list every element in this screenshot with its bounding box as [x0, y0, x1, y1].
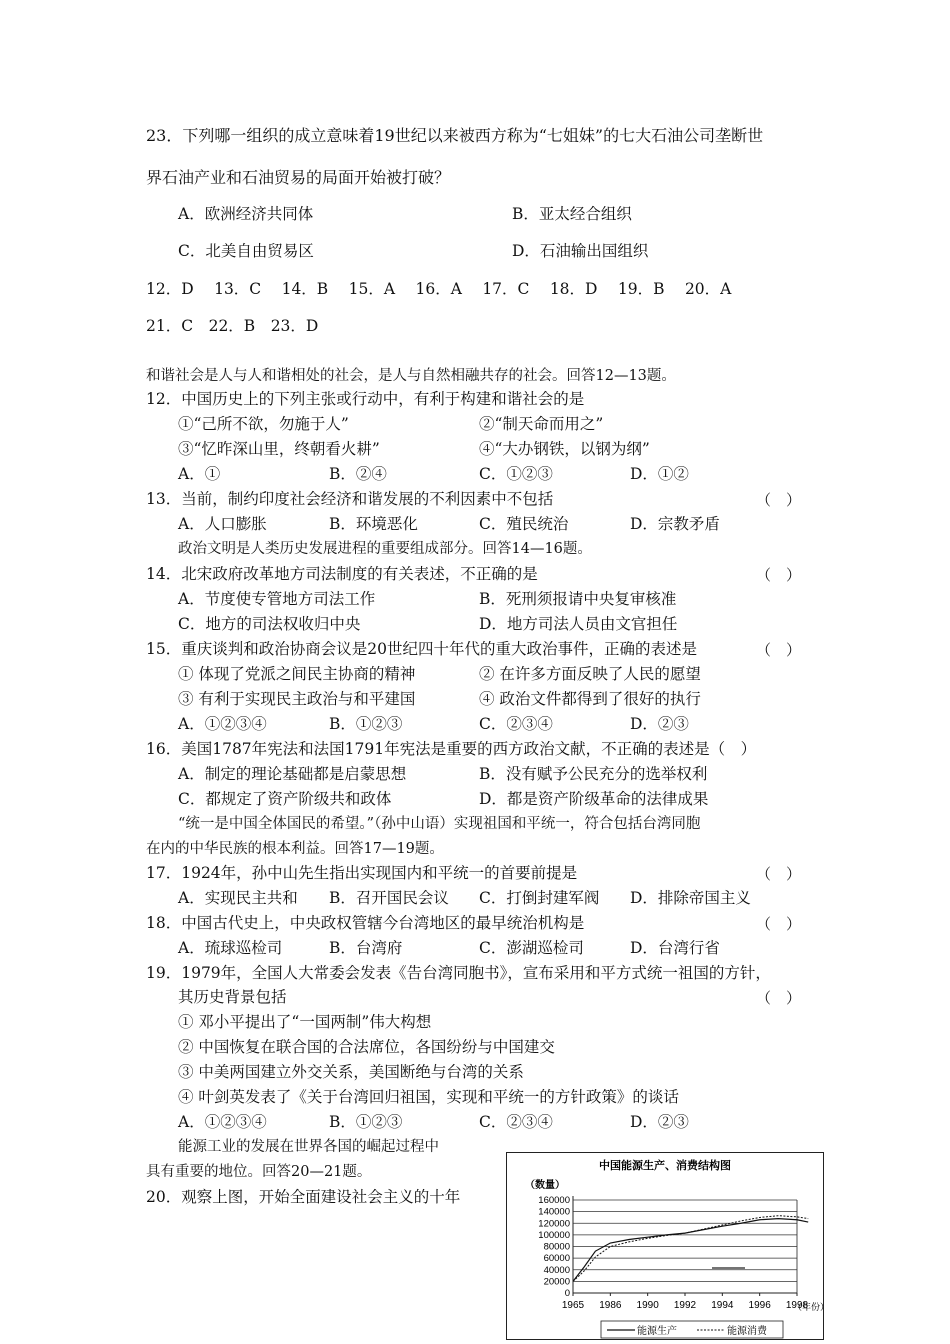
- q15-option-b: B．①②③: [329, 715, 403, 733]
- q13-option-c: C．殖民统治: [479, 515, 569, 533]
- q12-item-1: ①“己所不欲，勿施于人”: [178, 415, 349, 433]
- q12-item-2: ②“制天命而用之”: [479, 415, 604, 433]
- chart-x-tick-label: 1998: [785, 1300, 809, 1311]
- q14-option-a: A．节度使专管地方司法工作: [178, 590, 376, 608]
- q19-option-d: D．②③: [630, 1113, 689, 1131]
- q13-answer-paren: （ ）: [756, 491, 802, 509]
- q13-option-d: D．宗教矛盾: [630, 515, 720, 533]
- q18-stem: 18．中国古代史上，中央政权管辖今台湾地区的最早统治机构是: [146, 914, 585, 932]
- chart-title: 中国能源生产、消费结构图: [599, 1160, 731, 1172]
- intro-14-16: 政治文明是人类历史发展进程的重要组成部分。回答14—16题。: [178, 541, 592, 557]
- q17-stem: 17．1924年，孙中山先生指出实现国内和平统一的首要前提是: [146, 864, 578, 882]
- q19-option-a: A．①②③④: [178, 1113, 267, 1131]
- chart-x-tick-label: 1965: [561, 1300, 585, 1311]
- q16-stem: 16．美国1787年宪法和法国1791年宪法是重要的西方政治文献，不正确的表述是（ ）: [146, 740, 757, 758]
- q16-option-b: B．没有赋予公民充分的选举权利: [479, 765, 708, 783]
- q13-option-b: B．环境恶化: [329, 515, 418, 533]
- q18-option-d: D．台湾行省: [630, 939, 720, 957]
- chart-y-label: （数量）: [525, 1180, 565, 1191]
- q13-stem: 13．当前，制约印度社会经济和谐发展的不利因素中不包括: [146, 490, 554, 508]
- q23-stem-line1: 23．下列哪一组织的成立意味着19世纪以来被西方称为“七姐妹”的七大石油公司垄断世: [146, 126, 764, 145]
- q12-item-3: ③“忆昨深山里，终朝看火耕”: [178, 440, 380, 458]
- chart-x-tick-label: 1990: [636, 1300, 659, 1311]
- q19-option-b: B．①②③: [329, 1113, 403, 1131]
- chart-y-tick-label: 80000: [543, 1241, 570, 1253]
- chart-y-tick-label: 40000: [543, 1264, 570, 1276]
- energy-chart-frame: [506, 1152, 824, 1340]
- q18-option-a: A．琉球巡检司: [178, 939, 283, 957]
- q19-stem-line1: 19．1979年，全国人大常委会发表《告台湾同胞书》，宣布采用和平方式统一祖国的方针，: [146, 964, 771, 982]
- q14-option-d: D．地方司法人员由文官担任: [479, 615, 678, 633]
- q14-answer-paren: （ ）: [756, 566, 802, 584]
- q16-option-d: D．都是资产阶级革命的法律成果: [479, 790, 709, 808]
- q15-option-a: A．①②③④: [178, 715, 267, 733]
- q15-item-2: ② 在许多方面反映了人民的愿望: [479, 665, 701, 683]
- q19-item-2: ② 中国恢复在联合国的合法席位，各国纷纷与中国建交: [178, 1038, 555, 1056]
- chart-x-tick-label: 1996: [748, 1300, 771, 1311]
- chart-x-ticks: [562, 1293, 809, 1311]
- q16-option-a: A．制定的理论基础都是启蒙思想: [178, 765, 407, 783]
- q15-option-c: C．②③④: [479, 715, 553, 733]
- chart-x-tick-label: 1994: [711, 1300, 734, 1311]
- q12-item-4: ④“大办钢铁，以钢为纲”: [479, 440, 650, 458]
- q19-stem-line2: 其历史背景包括: [178, 988, 287, 1006]
- chart-x-tick-label: 1986: [599, 1300, 622, 1311]
- q14-option-b: B．死刑须报请中央复审核准: [479, 590, 677, 608]
- intro-12-13: 和谐社会是人与人和谐相处的社会，是人与自然相融共存的社会。回答12—13题。: [146, 368, 676, 384]
- intro-20-21-line1: 能源工业的发展在世界各国的崛起过程中: [178, 1139, 439, 1155]
- q23-option-b: B．亚太经合组织: [512, 205, 632, 223]
- q15-item-3: ③ 有利于实现民主政治与和平建国: [178, 690, 416, 708]
- q14-option-c: C．地方的司法权收归中央: [178, 615, 361, 633]
- q18-option-c: C．澎湖巡检司: [479, 939, 584, 957]
- q15-option-d: D．②③: [630, 715, 689, 733]
- chart-y-ticks: [538, 1195, 570, 1299]
- q17-option-c: C．打倒封建军阀: [479, 889, 600, 907]
- intro-17-19-line2: 在内的中华民族的根本利益。回答17—19题。: [146, 841, 444, 857]
- chart-series: [573, 1216, 808, 1282]
- q15-item-1: ① 体现了党派之间民主协商的精神: [178, 665, 416, 683]
- q15-answer-paren: （ ）: [756, 641, 802, 659]
- chart-y-tick-label: 140000: [538, 1206, 570, 1218]
- answer-key-row1: 12．D 13．C 14．B 15．A 16．A 17．C 18．D 19．B 20．A: [146, 280, 732, 298]
- q23-option-d: D．石油输出国组织: [512, 242, 649, 260]
- intro-17-19-line1: “统一是中国全体国民的希望。”（孙中山语）实现祖国和平统一，符合包括台湾同胞: [178, 816, 701, 832]
- series-line-energy-consumption: [573, 1216, 808, 1282]
- q12-option-b: B．②④: [329, 465, 387, 483]
- q19-item-3: ③ 中美两国建立外交关系，美国断绝与台湾的关系: [178, 1063, 524, 1081]
- q13-option-a: A．人口膨胀: [178, 515, 267, 533]
- chart-y-tick-label: 0: [564, 1288, 570, 1299]
- q23-option-a: A．欧洲经济共同体: [178, 205, 314, 223]
- q17-answer-paren: （ ）: [756, 865, 802, 883]
- chart-y-tick-label: 100000: [538, 1229, 570, 1241]
- intro-20-21-line2: 具有重要的地位。回答20—21题。: [146, 1164, 372, 1180]
- chart-legend: [607, 1324, 768, 1337]
- legend-label-production: 能源生产: [637, 1326, 677, 1337]
- q19-item-1: ① 邓小平提出了“一国两制”伟大构想: [178, 1013, 432, 1031]
- q12-option-a: A．①: [178, 465, 221, 483]
- q20-stem: 20．观察上图，开始全面建设社会主义的十年: [146, 1188, 461, 1206]
- q18-answer-paren: （ ）: [756, 915, 802, 933]
- chart-y-tick-label: 20000: [543, 1276, 570, 1288]
- series-line-energy-production: [573, 1219, 808, 1282]
- q19-option-c: C．②③④: [479, 1113, 553, 1131]
- q12-option-c: C．①②③: [479, 465, 553, 483]
- q14-stem: 14．北宋政府改革地方司法制度的有关表述，不正确的是: [146, 565, 538, 583]
- q19-item-4: ④ 叶剑英发表了《关于台湾回归祖国，实现和平统一的方针政策》的谈话: [178, 1088, 679, 1106]
- q15-item-4: ④ 政治文件都得到了很好的执行: [479, 690, 701, 708]
- legend-label-consumption: 能源消费: [727, 1326, 767, 1337]
- q18-option-b: B．台湾府: [329, 939, 403, 957]
- chart-x-label: （年份: [793, 1302, 821, 1312]
- chart-x-tick-label: 1992: [673, 1300, 697, 1311]
- q12-option-d: D．①②: [630, 465, 689, 483]
- chart-y-tick-label: 60000: [543, 1253, 570, 1265]
- q23-option-c: C．北美自由贸易区: [178, 242, 314, 260]
- q16-option-c: C．都规定了资产阶级共和政体: [178, 790, 392, 808]
- q12-stem: 12．中国历史上的下列主张或行动中，有利于构建和谐社会的是: [146, 390, 585, 408]
- chart-y-tick-label: 120000: [538, 1218, 570, 1230]
- q15-stem: 15．重庆谈判和政治协商会议是20世纪四十年代的重大政治事件，正确的表述是: [146, 640, 697, 658]
- q19-answer-paren: （ ）: [756, 989, 802, 1007]
- answer-key-row2: 21．C 22．B 23．D: [146, 317, 319, 335]
- q17-option-a: A．实现民主共和: [178, 889, 298, 907]
- q17-option-b: B．召开国民会议: [329, 889, 449, 907]
- chart-y-tick-label: 160000: [538, 1195, 570, 1206]
- q23-stem-line2: 界石油产业和石油贸易的局面开始被打破？: [146, 168, 451, 187]
- energy-chart: [507, 1153, 823, 1339]
- q17-option-d: D．排除帝国主义: [630, 889, 751, 907]
